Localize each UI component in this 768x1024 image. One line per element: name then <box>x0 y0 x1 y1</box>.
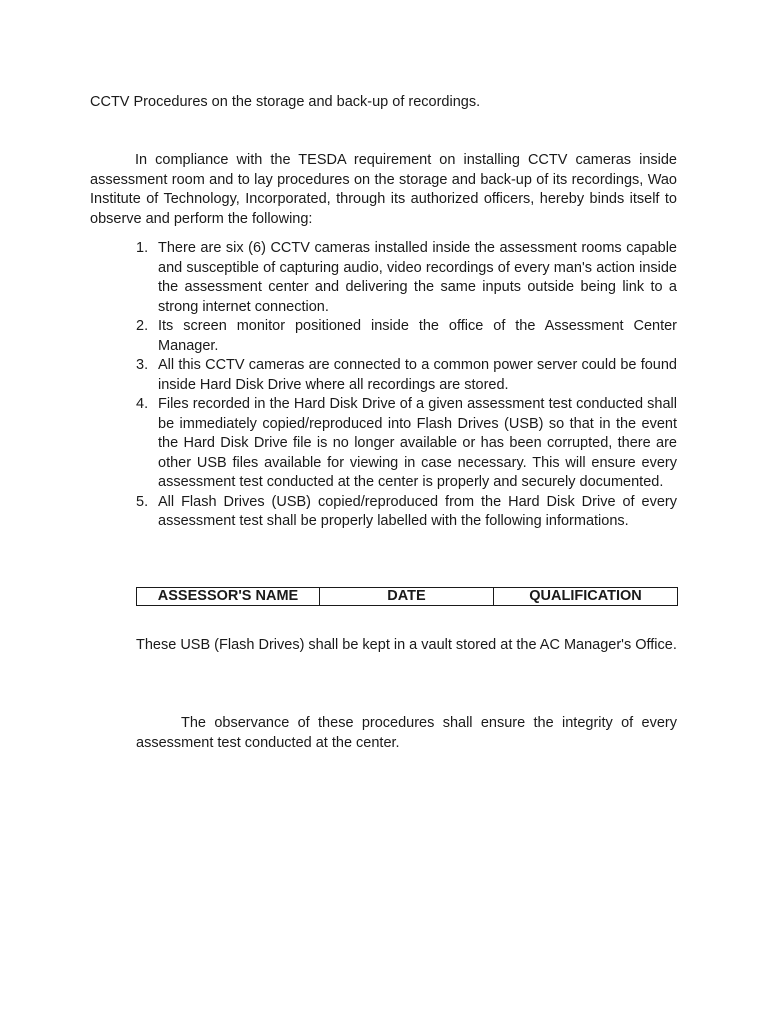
storage-paragraph: These USB (Flash Drives) shall be kept in a vault stored at the AC Manager's Office. <box>136 637 677 653</box>
list-item <box>136 493 677 532</box>
table-header-row <box>137 588 678 606</box>
list-item <box>136 317 677 356</box>
document-title: CCTV Procedures on the storage and back-up of recordings. <box>90 94 481 110</box>
usb-label-table <box>136 587 678 606</box>
qualification-header: QUALIFICATION <box>494 588 678 606</box>
closing-paragraph: The observance of these procedures shall ensure the integrity of every assessment test conducted at the center. <box>136 715 677 751</box>
list-item-number: 3. <box>136 357 149 373</box>
intro-paragraph: In compliance with the TESDA requirement on installing CCTV cameras inside assessment room and to lay procedures on the storage and back-up of its recordings, Wao Institute of Technology, Incorporated, through its authorized officers, hereby binds itself to observe and perform the following: <box>90 152 677 227</box>
list-item-text: Its screen monitor positioned inside the office of the Assessment Center Manager. <box>158 318 677 354</box>
procedure-list <box>136 239 677 532</box>
list-item-text: Files recorded in the Hard Disk Drive of a given assessment test conducted shall be immediately copied/reproduced into Flash Drives (USB) so that in the event the Hard Disk Drive file is no longer available or has been corrupted, there are other USB files available for viewing in case necessary. This will ensure every assessment test conducted at the center is properly and securely documented. <box>158 396 677 490</box>
list-item-text: There are six (6) CCTV cameras installed inside the assessment rooms capable and susceptible of capturing audio, video recordings of every man's action inside the assessment center and delivering the same inputs outside being link to a strong internet connection. <box>158 240 677 315</box>
date-header: DATE <box>320 588 494 606</box>
list-item-text: All this CCTV cameras are connected to a common power server could be found inside Hard Disk Drive where all recordings are stored. <box>158 357 677 393</box>
list-item <box>136 239 677 317</box>
list-item-text: All Flash Drives (USB) copied/reproduced from the Hard Disk Drive of every assessment test shall be properly labelled with the following informations. <box>158 493 677 529</box>
list-item-number: 1. <box>136 240 149 256</box>
list-item-number: 4. <box>136 396 149 412</box>
list-item <box>136 356 677 395</box>
list-item <box>136 395 677 493</box>
assessor-name-header: ASSESSOR'S NAME <box>137 588 320 606</box>
list-item-number: 2. <box>136 318 149 334</box>
list-item-number: 5. <box>136 493 149 510</box>
